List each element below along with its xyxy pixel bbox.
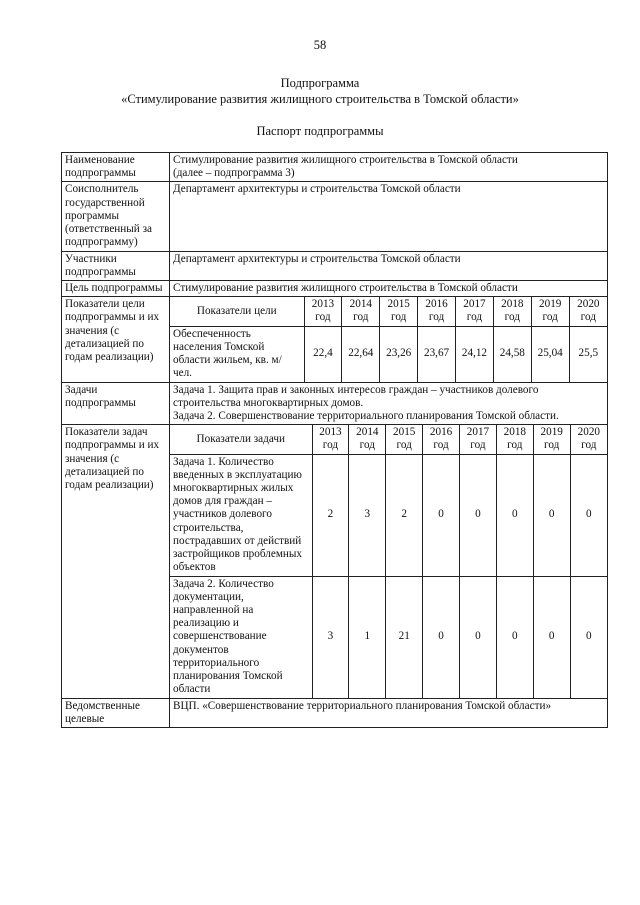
indicator-value: 3	[312, 576, 349, 697]
indicator-value: 2	[312, 454, 349, 576]
year-header: 2016 год	[418, 297, 456, 326]
year-header: 2020 год	[570, 425, 607, 454]
indicator-value: 24,12	[456, 326, 494, 381]
row-co-executor-label: Соисполнитель государственной программы (ответственный за подпрограмму)	[62, 182, 170, 251]
indicator-value: 0	[496, 576, 533, 697]
task-1: Задача 1. Защита прав и законных интересов граждан – участников долевого строительства многоквартирных домов.	[173, 383, 539, 409]
row-name-label: Наименование подпрограммы	[62, 153, 170, 182]
indicator-value: 0	[423, 576, 460, 697]
row-name-value-line2: (далее – подпрограмма 3)	[173, 167, 295, 180]
goal-indicators-header-row	[170, 297, 607, 326]
row-participants	[62, 251, 608, 280]
year-header: 2013 год	[312, 425, 349, 454]
row-co-executor-value: Департамент архитектуры и строительства Томской области	[170, 182, 608, 251]
indicator-value: 23,67	[418, 326, 456, 381]
indicator-value: 24,58	[493, 326, 531, 381]
task-indicator-row	[170, 576, 607, 697]
year-header: 2019 год	[533, 425, 570, 454]
passport-table	[61, 152, 608, 728]
goal-indicators-cell	[170, 297, 608, 382]
indicator-value: 0	[423, 454, 460, 576]
task-indicators-table	[170, 425, 607, 697]
task-indicators-header: Показатели задачи	[170, 425, 312, 454]
subprogram-title: «Стимулирование развития жилищного строительства в Томской области»	[121, 92, 519, 106]
year-header: 2013 год	[304, 297, 342, 326]
year-header: 2014 год	[342, 297, 380, 326]
row-departmental-value: ВЦП. «Совершенствование территориального планирования Томской области»	[170, 698, 608, 727]
indicator-value: 0	[570, 576, 607, 697]
row-co-executor	[62, 182, 608, 251]
indicator-value: 0	[533, 576, 570, 697]
indicator-value: 1	[349, 576, 386, 697]
indicator-value: 22,64	[342, 326, 380, 381]
task-indicator-row	[170, 454, 607, 576]
row-goal-indicators	[62, 297, 608, 382]
indicator-value: 23,26	[380, 326, 418, 381]
year-header: 2016 год	[423, 425, 460, 454]
year-header: 2017 год	[456, 297, 494, 326]
indicator-value: 2	[386, 454, 423, 576]
row-name	[62, 153, 608, 182]
row-tasks	[62, 382, 608, 425]
row-name-value	[170, 153, 608, 182]
indicator-value: 25,04	[531, 326, 569, 381]
year-header: 2019 год	[531, 297, 569, 326]
row-task-indicators	[62, 425, 608, 698]
indicator-value: 0	[533, 454, 570, 576]
indicator-value: 0	[570, 454, 607, 576]
passport-heading: Паспорт подпрограммы	[256, 124, 384, 138]
indicator-value: 0	[460, 454, 497, 576]
year-header: 2015 год	[386, 425, 423, 454]
year-header: 2015 год	[380, 297, 418, 326]
row-departmental	[62, 698, 608, 727]
task-2: Задача 2. Совершенствование территориального планирования Томской области.	[173, 409, 559, 422]
task-indicator-name: Задача 2. Количество документации, направленной на реализацию и совершенствование документов территориального планирования Томской области	[170, 576, 312, 697]
subprogram-heading: Подпрограмма	[280, 76, 360, 90]
indicator-value: 0	[496, 454, 533, 576]
row-goal-label: Цель подпрограммы	[62, 280, 170, 296]
row-goal-indicators-label: Показатели цели подпрограммы и их значения (с детализацией по годам реализации)	[62, 297, 170, 382]
row-goal	[62, 280, 608, 296]
year-header: 2020 год	[569, 297, 607, 326]
row-departmental-label: Ведомственные целевые	[62, 698, 170, 727]
indicator-value: 0	[460, 576, 497, 697]
page-number: 58	[313, 38, 327, 52]
indicator-value: 21	[386, 576, 423, 697]
task-indicators-cell	[170, 425, 608, 698]
row-name-value-line1: Стимулирование развития жилищного строительства в Томской области	[173, 154, 518, 166]
row-tasks-label: Задачи подпрограммы	[62, 382, 170, 425]
indicator-value: 3	[349, 454, 386, 576]
row-task-indicators-label: Показатели задач подпрограммы и их значения (с детализацией по годам реализации)	[62, 425, 170, 698]
task-indicator-name: Задача 1. Количество введенных в эксплуатацию многоквартирных жилых домов для граждан – участников долевого строительства, пострадавших от действий застройщиков проблемных объектов	[170, 454, 312, 576]
goal-indicators-table	[170, 297, 607, 381]
row-goal-value: Стимулирование развития жилищного строительства в Томской области	[170, 280, 608, 296]
goal-indicator-row	[170, 326, 607, 381]
row-participants-label: Участники подпрограммы	[62, 251, 170, 280]
goal-indicator-name: Обеспеченность населения Томской области жильем, кв. м/чел.	[170, 326, 304, 381]
year-header: 2014 год	[349, 425, 386, 454]
task-indicators-header-row	[170, 425, 607, 454]
indicator-value: 22,4	[304, 326, 342, 381]
year-header: 2018 год	[496, 425, 533, 454]
goal-indicators-header: Показатели цели	[170, 297, 304, 326]
row-participants-value: Департамент архитектуры и строительства Томской области	[170, 251, 608, 280]
indicator-value: 25,5	[569, 326, 607, 381]
year-header: 2017 год	[460, 425, 497, 454]
row-tasks-value	[170, 382, 608, 425]
year-header: 2018 год	[493, 297, 531, 326]
